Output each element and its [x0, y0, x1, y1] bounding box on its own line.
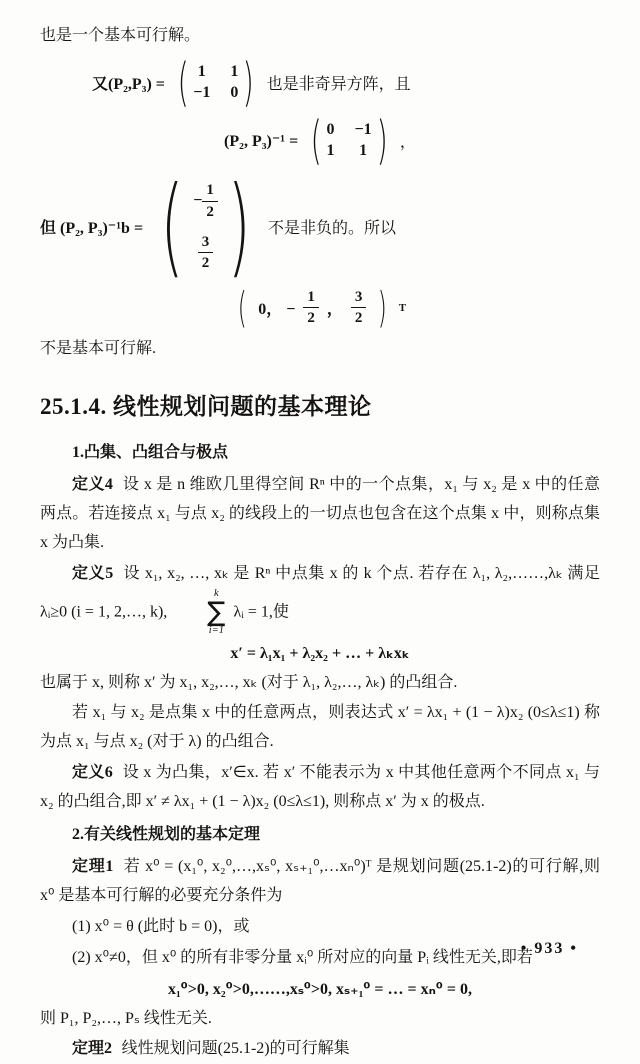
vector-row — [193, 180, 218, 222]
condition-2: (2) x⁰≠0，但 x⁰ 的所有非零分量 xᵢ⁰ 所对应的向量 Pᵢ 线性无关,即若 — [72, 948, 533, 966]
matrix-cell: 1 — [197, 63, 206, 81]
definition-5-text: 设 x₁, x₂, …, xₖ 是 Rⁿ 中点集 x 的 k 个点. 若存在 λ₁, λ₂,……,λₖ 满足 λᵢ≥0 (i = 1, 2,…, k), — [40, 564, 600, 621]
tuple-text: 0， − — [258, 301, 296, 319]
conclusion-line: 不是基本可行解. — [40, 339, 157, 357]
left-paren: ( — [310, 110, 322, 171]
section-heading: 25.1.4. 线性规划问题的基本理论 — [40, 393, 372, 419]
denominator: 2 — [201, 255, 210, 272]
equation-lhs: 又(P₂,P₃) = — [92, 76, 165, 94]
summation-upper-limit: k — [214, 587, 219, 599]
matrix-cell: 1 — [230, 63, 239, 81]
vector-row — [198, 232, 214, 274]
matrix-cell: −1 — [354, 121, 372, 139]
equation-text: x′ = λ₁x₁ + λ₂x₂ + … + λₖxₖ — [230, 644, 410, 662]
tuple-text: ， — [326, 301, 343, 319]
right-paren: ) — [378, 282, 388, 332]
definition-5-label: 定义5 — [72, 564, 114, 582]
left-paren: ( — [160, 163, 184, 289]
fraction — [202, 180, 218, 222]
summation-symbol — [175, 589, 225, 637]
fraction — [198, 232, 214, 274]
theorem-1-label: 定理1 — [72, 858, 114, 876]
solution-tuple-equation — [40, 282, 600, 332]
fraction-sign: − — [193, 192, 203, 210]
matrix-cell: 0 — [230, 84, 239, 102]
sigma-glyph: ∑ — [207, 597, 226, 629]
lambda-combination-paragraph: 若 x₁ 与 x₂ 是点集 x 中的任意两点，则表达式 x′ = λx₁ + (1 − λ)x₂ (0≤λ≤1) 称为点 x₁ 与点 x₂ (对于 λ) 的凸组合. — [40, 704, 600, 751]
matrix-cells — [327, 120, 372, 161]
fraction — [303, 287, 319, 329]
matrix-cells — [193, 62, 238, 103]
matrix-2x2 — [306, 110, 392, 171]
matrix-cell: −1 — [193, 84, 211, 102]
page-number: • 933 • — [520, 940, 578, 957]
component-inequality-equation — [40, 979, 600, 999]
matrix-2x2 — [173, 52, 259, 113]
subsection-heading-1: 1.凸集、凸组合与极点 — [72, 443, 229, 461]
fraction — [351, 287, 367, 329]
subsection-heading-2: 2.有关线性规划的基本定理 — [72, 825, 261, 843]
denominator: 2 — [354, 310, 363, 327]
equation-suffix: 也是非奇异方阵，且 — [266, 76, 411, 94]
matrix-cell: 1 — [359, 142, 368, 160]
equation-suffix: 不是非负的。所以 — [267, 220, 396, 238]
definition-5-paragraph — [40, 560, 600, 637]
transpose-superscript: T — [398, 301, 407, 314]
definition-6-label: 定义6 — [72, 763, 113, 781]
equation-trail: ， — [399, 134, 416, 152]
matrix-cell: 1 — [326, 142, 335, 160]
intro-line: 也是一个基本可行解。 — [40, 27, 201, 44]
definition-5-continuation: 也属于 x, 则称 x′ 为 x₁, x₂,…, xₖ (对于 λ₁, λ₂,…, λₖ) 的凸组合. — [40, 673, 458, 691]
definition-6-text: 设 x 为凸集，x′∈x. 若 x′ 不能表示为 x 中其他任意两个不同点 x₁ 与 x₂ 的凸组合,即 x′ ≠ λx₁ + (1 − λ)x₂ (0≤λ≤1), 则称点 x′ 为 x 的极点. — [40, 763, 600, 810]
convex-combination-equation — [40, 643, 600, 663]
definition-4-label: 定义4 — [72, 476, 113, 494]
theorem-2-paragraph — [40, 1035, 600, 1064]
vector-cells — [193, 180, 218, 273]
theorem-2-label: 定理2 — [72, 1040, 113, 1058]
numerator: 1 — [303, 287, 319, 308]
inverse-matrix-equation — [40, 110, 600, 171]
right-paren: ) — [227, 163, 251, 289]
matrix-cell: 0 — [326, 121, 335, 139]
equation-lhs: (P₂, P₃)⁻¹ = — [224, 132, 299, 150]
numerator: 3 — [351, 287, 367, 308]
summation-lower-limit: i=1 — [208, 625, 225, 637]
definition-4-paragraph — [40, 471, 600, 557]
column-vector — [151, 163, 260, 289]
right-paren: ) — [376, 110, 388, 171]
basis-matrix-equation — [92, 52, 600, 113]
right-paren: ) — [242, 52, 255, 113]
vector-equation — [40, 163, 600, 289]
left-paren: ( — [177, 52, 189, 113]
theorem-2-text: 线性规划问题(25.1-2)的可行解集 — [121, 1040, 350, 1058]
numerator: 3 — [198, 232, 214, 253]
definition-6-paragraph — [40, 759, 600, 817]
condition-1: (1) x⁰ = θ (此时 b = 0)，或 — [72, 917, 250, 935]
equation-lhs: 但 (P₂, P₃)⁻¹b = — [40, 220, 144, 238]
left-paren: ( — [237, 282, 247, 332]
denominator: 2 — [206, 203, 214, 220]
numerator: 1 — [202, 180, 218, 201]
equation-text: x₁⁰>0, x₂⁰>0,……,xₛ⁰>0, xₛ₊₁⁰ = … = xₙ⁰ = 0, — [167, 980, 473, 998]
theorem-1-conclusion: 则 P₁, P₂,…, Pₛ 线性无关. — [40, 1009, 212, 1027]
denominator: 2 — [307, 310, 315, 327]
theorem-1-paragraph — [40, 853, 600, 911]
definition-5-text-after-sum: λᵢ = 1,使 — [233, 603, 289, 621]
definition-4-text: 设 x 是 n 维欧几里得空间 Rⁿ 中的一个点集，x₁ 与 x₂ 是 x 中的任意两点。若连接点 x₁ 与点 x₂ 的线段上的一切点也包含在这个点集 x 中，则称点集 x 为凸集. — [40, 476, 600, 551]
theorem-1-text: 若 x⁰ = (x₁⁰, x₂⁰,…,xₛ⁰, xₛ₊₁⁰,…xₙ⁰)ᵀ 是规划问题(25.1-2)的可行解,则 x⁰ 是基本可行解的必要充分条件为 — [40, 858, 600, 905]
